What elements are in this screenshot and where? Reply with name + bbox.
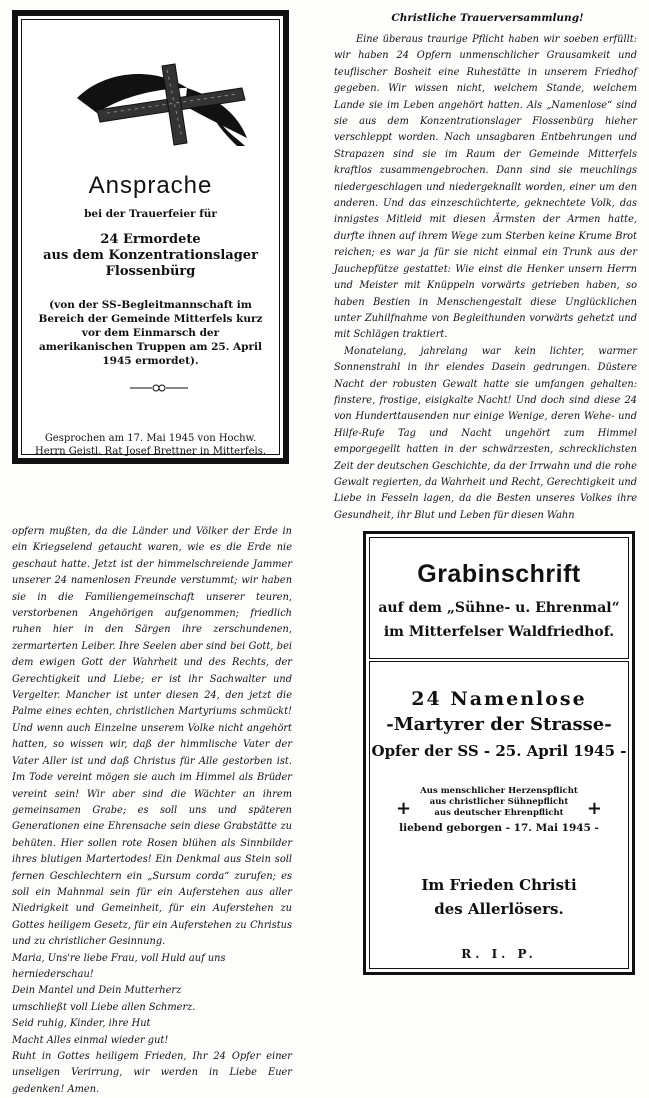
verse-line: Dein Mantel und Dein Mutterherz [12, 985, 182, 997]
card-title: Ansprache [88, 172, 213, 199]
closing-paragraph: Ruht in Gottes heiligem Frieden, Ihr 24 Opfer einer unseligen Verirrung, wir werden in Liebe Euer gedenken! Amen. [12, 1051, 292, 1095]
paragraph: Monatelang, jahrelang war kein lichter, warmer Sonnenstrahl in ihr elendes Dasein gedrungen. Düstere Nacht der robusten Gewalt hatte sie umfangen gehalten: finstere, frostige, eisigkalte Nacht! Und doch sind diese 24 von Hunderttausenden nur einige Wenige, deren Wehe- und Hilfe-Rufe Tag und Nacht ungehört zum Himmel emporgegellt hatten in der schwärzesten, schrecklichsten Zeit der deutschen Geschichte, da der Irrwahn und die rohe Gewalt regierten, da Wahrheit und Recht, Gerechtigkeit und Liebe in Fesseln lagen, da die Besten unseres Volkes ihre Gesundheit, ihr Blut und Leben für diesen Wahn [334, 345, 637, 521]
inscription-title: Grabinschrift [417, 560, 581, 588]
paragraph: Eine überaus traurige Pflicht haben wir soeben erfüllt: wir haben 24 Opfern unmenschlicher Grausamkeit und teuflischer Bosheit eine Ruhestätte in unserem Friedhof gegeben. Wir wissen nicht, welchem Stande, welchem Lande sie im Leben angehört hatten. Als „Namenlose“ sind sie aus dem Konzentrationslager Flossenbürg hieher verschleppt worden. Nach unsagbaren Entbehrungen und Strapazen sind sie im Raum der Gemeinde Mitterfels kraftlos zusammengebrochen. Dann sind sie meuchlings niedergeschlagen und niedergeknallt worden, einer um den anderen. Und das einzeschüchterte, geknechtete Volk, das innigstes Mitleid mit diesen Ärmsten der Armen hatte, durfte ihnen auf ihrem Wege zum Sterben keine Krume Brot reichen; es war ja für sie nicht einmal ein Trunk aus der Jauchepfütze gestattet: Wie einst die Henker unsern Herrn und Meister mit Knüppeln vorwärts getrieben haben, so haben Bestien in Menschengestalt diese Unglücklichen unter Zuhilfnahme von Begleithunden vorwärts gehetzt und mit Schlägen traktiert. [334, 34, 637, 341]
card-note: (von der SS-Begleitmannschaft im Bereich der Gemeinde Mitterfels kurz vor dem Einmarsch der amerikanischen Truppen am 25. April 1945 ermordet). [38, 299, 263, 367]
memorial-card [12, 10, 289, 464]
card-subtitle: bei der Trauerfeier für [84, 208, 217, 220]
inscription-heading: Opfer der SS - 25. April 1945 - [371, 742, 627, 760]
cross-wreath-icon [67, 58, 252, 148]
right-text-column [334, 32, 637, 524]
burial-date: liebend geborgen - 17. Mai 1945 - [399, 822, 599, 834]
verse-line: Maria, Uns're liebe Frau, voll Huld auf uns herniederschau! [12, 952, 226, 980]
left-text-column [12, 524, 292, 1098]
card-footer: Gesprochen am 17. Mai 1945 von Hochw. Herrn Geistl. Rat Josef Brettner in Mitterfels. [34, 433, 267, 457]
rip-text: R. I. P. [461, 947, 537, 961]
inscription-heading: 24 Namenlose [411, 688, 587, 710]
grave-inscription-box [363, 531, 635, 975]
inscription-heading: -Martyrer der Strasse- [386, 714, 612, 735]
duty-line: aus christlicher Sühnepflicht [429, 797, 569, 807]
peace-line: Im Frieden Christi [421, 876, 577, 894]
cross-icon: + [586, 798, 602, 819]
card-heading-line: Flossenbürg [105, 264, 196, 279]
sermon-title: Christliche Trauerversammlung! [391, 12, 584, 24]
cross-icon: + [396, 798, 412, 819]
duty-line: aus deutscher Ehrenpflicht [434, 808, 564, 818]
inscription-body [369, 661, 629, 969]
duty-line: Aus menschlicher Herzenspflicht [420, 786, 578, 796]
inscription-location: im Mitterfelser Waldfriedhof. [383, 624, 615, 640]
card-inner-frame [21, 19, 280, 455]
card-heading-line: aus dem Konzentrationslager [43, 248, 258, 263]
peace-line: des Allerlösers. [434, 900, 564, 918]
inscription-header [369, 537, 629, 659]
verse-line: umschließt voll Liebe allen Schmerz. [12, 1001, 196, 1013]
inscription-location: auf dem „Sühne- u. Ehrenmal“ [378, 600, 620, 616]
ornament-icon [130, 382, 188, 394]
card-heading [32, 232, 269, 280]
card-heading-line: 24 Ermordete [100, 232, 201, 247]
verse-line: Seid ruhig, Kinder, ihre Hut [12, 1018, 151, 1030]
verse-line: Macht Alles einmal wieder gut! [12, 1034, 169, 1046]
paragraph: opfern mußten, da die Länder und Völker der Erde in ein Kriegselend getaucht waren, wie es die Erde nie geschaut hatte. Jetzt ist der himmelschreiende Jammer unserer 24 namenlosen Freunde verstummt; wir haben sie in die Familiengemeinschaft unserer teuren, verstorbenen Angehörigen aufgenommen; friedlich ruhen hier in den Särgen ihre zerschundenen, zermarterten Leiber. Ihre Seelen aber sind bei Gott, bei dem ewigen Gott der Wahrheit und des Rechts, der Gerechtigkeit und Liebe; er ist ihr Sachwalter und Vergelter. Mancher ist unter diesen 24, den jetzt die Palme eines echten, christlichen Martyriums schmückt! Und wenn auch Einzelne unserem Volke nicht angehört hatten, so wissen wir, daß der himmlische Vater der Vater Aller ist und daß Christus für Alle gestorben ist. Im Tode vereint mögen sie auch im Himmel als Brüder vereint sein! Wir aber sind die Wächter an ihrem gemeinsamen Grabe; es soll uns und späteren Generationen eine Ehrensache sein diese Grabstätte zu behüten. Hier sollen rote Rosen blühen als Sinnbilder ihres blutigen Martertodes! Ein Denkmal aus Stein soll fernen Geschlechtern ein „Sursum corda“ zurufen; es soll ein Mahnmal sein für ein Auferstehen aus aller Niedrigkeit und Gemeinheit, für ein Auferstehen zu Gottes heiligem Gesetz, für ein Auferstehen zu Christus und zu christlicher Gesinnung. [12, 526, 292, 948]
